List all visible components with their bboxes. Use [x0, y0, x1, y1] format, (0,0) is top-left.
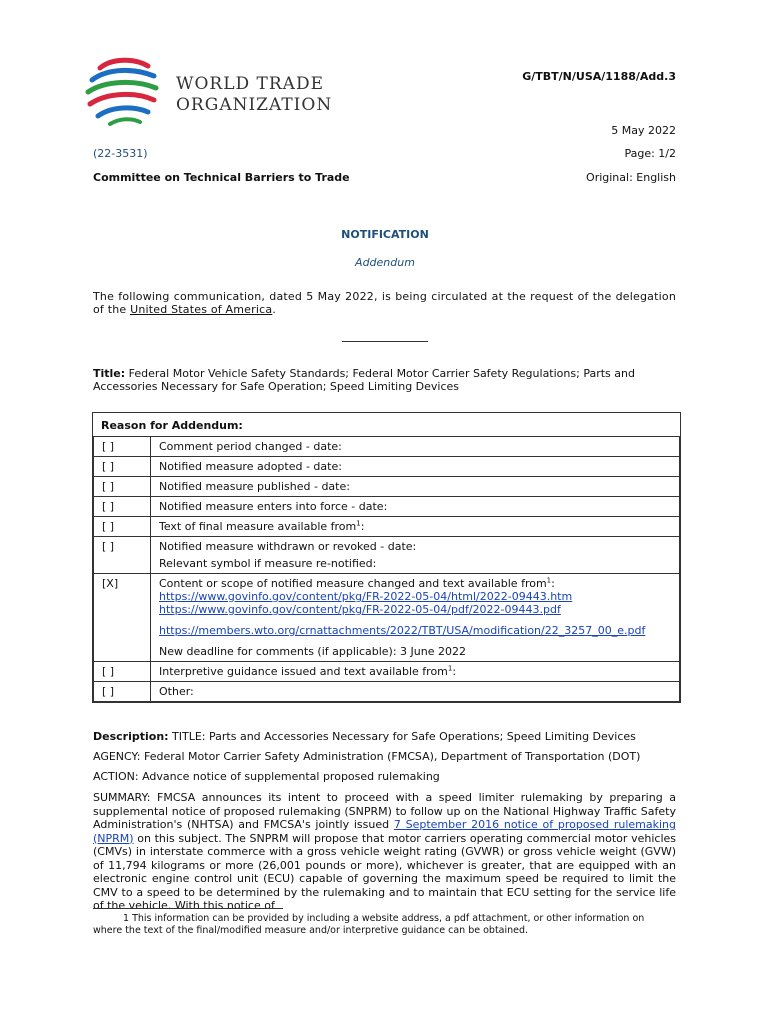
page-indicator: Page: 1/2 [624, 147, 676, 160]
divider [342, 341, 428, 342]
doc-date: 5 May 2022 [611, 124, 676, 137]
table-row [94, 457, 680, 477]
agency-line: AGENCY: Federal Motor Carrier Safety Administration (FMCSA), Department of Transportation (DOT) [93, 750, 641, 763]
org-line2: ORGANIZATION [176, 95, 333, 115]
summary-paragraph [93, 791, 676, 913]
notification-subtitle: Addendum [355, 256, 415, 269]
footnote-marker: 1 [546, 576, 552, 585]
wto-logo-icon [82, 56, 162, 128]
deadline-text: New deadline for comments (if applicable): 3 June 2022 [159, 645, 466, 658]
org-line1: WORLD TRADE [176, 74, 324, 94]
intro-paragraph [93, 290, 676, 316]
description-line [93, 730, 683, 743]
committee-name: Committee on Technical Barriers to Trade [93, 171, 350, 184]
title-text: Federal Motor Vehicle Safety Standards; Federal Motor Carrier Safety Regulations; Parts and Accessories Necessary for Safe Operation; Speed Limiting Devices [93, 367, 635, 393]
notification-title: NOTIFICATION [341, 228, 429, 241]
doc-symbol: G/TBT/N/USA/1188/Add.3 [522, 70, 676, 83]
checkbox-mark[interactable]: [ ] [94, 457, 151, 477]
checkbox-mark[interactable]: [ ] [94, 477, 151, 497]
footnote-text: 1 This information can be provided by including a website address, a pdf attachment, or other information on where the text of the final/modified measure and/or interpretive guidance can be obtained. [93, 913, 645, 936]
row-text: Content or scope of notified measure changed and text available from$^1$: https://www.govinfo.gov/content/pkg/FR-2022-05-04/html/2022-09443.htm https://www.govinfo.gov/content/pkg/FR-2022-05-04/pdf/2022-09443.pdf https://members.wto.org/crnattachments/2022/TBT/USA/modification/22_3257_00_e.pdf New deadline for comments (if applicable): 3 June 2022 [151, 574, 680, 662]
row-text: Notified measure published - date: [151, 477, 680, 497]
row-text: Comment period changed - date: [151, 437, 680, 457]
org-name [176, 74, 332, 116]
govinfo-pdf-link[interactable]: https://www.govinfo.gov/content/pkg/FR-2022-05-04/pdf/2022-09443.pdf [159, 603, 561, 616]
footnote-marker: 1 [356, 519, 361, 528]
nprm-link[interactable]: 7 September 2016 notice of proposed rulemaking (NPRM) [93, 818, 676, 845]
summary-text: SUMMARY: FMCSA announces its intent to proceed with a speed limiter rulemaking by preparing a supplemental notice of proposed rulemaking (SNPRM) to follow up on the National Highway Traffic Safety Administration's (NHTSA) and FMCSA's jointly issued [93, 791, 676, 831]
table-row [94, 682, 680, 702]
intro-text: The following communication, dated 5 May 2022, is being circulated at the request of the delegation of the [93, 290, 676, 316]
checkbox-mark[interactable]: [ ] [94, 682, 151, 702]
row-text: Notified measure enters into force - date: [151, 497, 680, 517]
intro-suffix: . [272, 303, 277, 316]
title-label: Title: [93, 367, 126, 380]
table-row [94, 497, 680, 517]
govinfo-html-link[interactable]: https://www.govinfo.gov/content/pkg/FR-2022-05-04/html/2022-09443.htm [159, 590, 573, 603]
row-text: Interpretive guidance issued and text available from$^1$: [151, 662, 680, 682]
checkbox-mark[interactable]: [ ] [94, 497, 151, 517]
row-text: Text of final measure available from$^1$: [151, 517, 680, 537]
reason-heading: Reason for Addendum: [101, 419, 243, 432]
footnote-rule [93, 908, 283, 909]
row-text-2: Relevant symbol if measure re-notified: [159, 557, 377, 570]
original-language: Original: English [586, 171, 676, 184]
ref-number: (22-3531) [93, 147, 148, 160]
table-row [94, 662, 680, 682]
description-text: TITLE: Parts and Accessories Necessary for Safe Operations; Speed Limiting Devices [168, 730, 636, 743]
checkbox-mark[interactable]: [ ] [94, 537, 151, 574]
table-row [94, 574, 680, 662]
row-text: Notified measure adopted - date: [151, 457, 680, 477]
member-link[interactable]: United States of America [130, 303, 273, 316]
table-row [94, 517, 680, 537]
table-row [94, 437, 680, 457]
checkbox-mark[interactable]: [X] [94, 574, 151, 662]
checkbox-mark[interactable]: [ ] [94, 437, 151, 457]
wto-attachment-link[interactable]: https://members.wto.org/crnattachments/2022/TBT/USA/modification/22_3257_00_e.pdf [159, 624, 646, 637]
checkbox-mark[interactable]: [ ] [94, 662, 151, 682]
description-label: Description: [93, 730, 169, 743]
checkbox-mark[interactable]: [ ] [94, 517, 151, 537]
table-row [94, 477, 680, 497]
footnote-marker: 1 [447, 664, 453, 673]
table-row [94, 537, 680, 574]
title-block [93, 367, 678, 393]
row-text: Notified measure withdrawn or revoked - date: Relevant symbol if measure re-notified: [151, 537, 680, 574]
summary-text-2: on this subject. The SNPRM will propose that motor carriers operating commercial motor vehicles (CMVs) in interstate commerce with a gross vehicle weight rating (GVWR) or gross vehicle weight (GVW) of 11,794 kilograms or more (26,001 pounds or more), whichever is greater, that are equipped with an electronic engine control unit (ECU) capable of governing the maximum speed be required to limit the CMV to a speed to be determined by the rulemaking and to maintain that ECU setting for the service life of the vehicle. With this notice of [93, 831, 676, 912]
action-line: ACTION: Advance notice of supplemental proposed rulemaking [93, 770, 440, 783]
row-text: Other: [151, 682, 680, 702]
reason-table [92, 412, 681, 703]
